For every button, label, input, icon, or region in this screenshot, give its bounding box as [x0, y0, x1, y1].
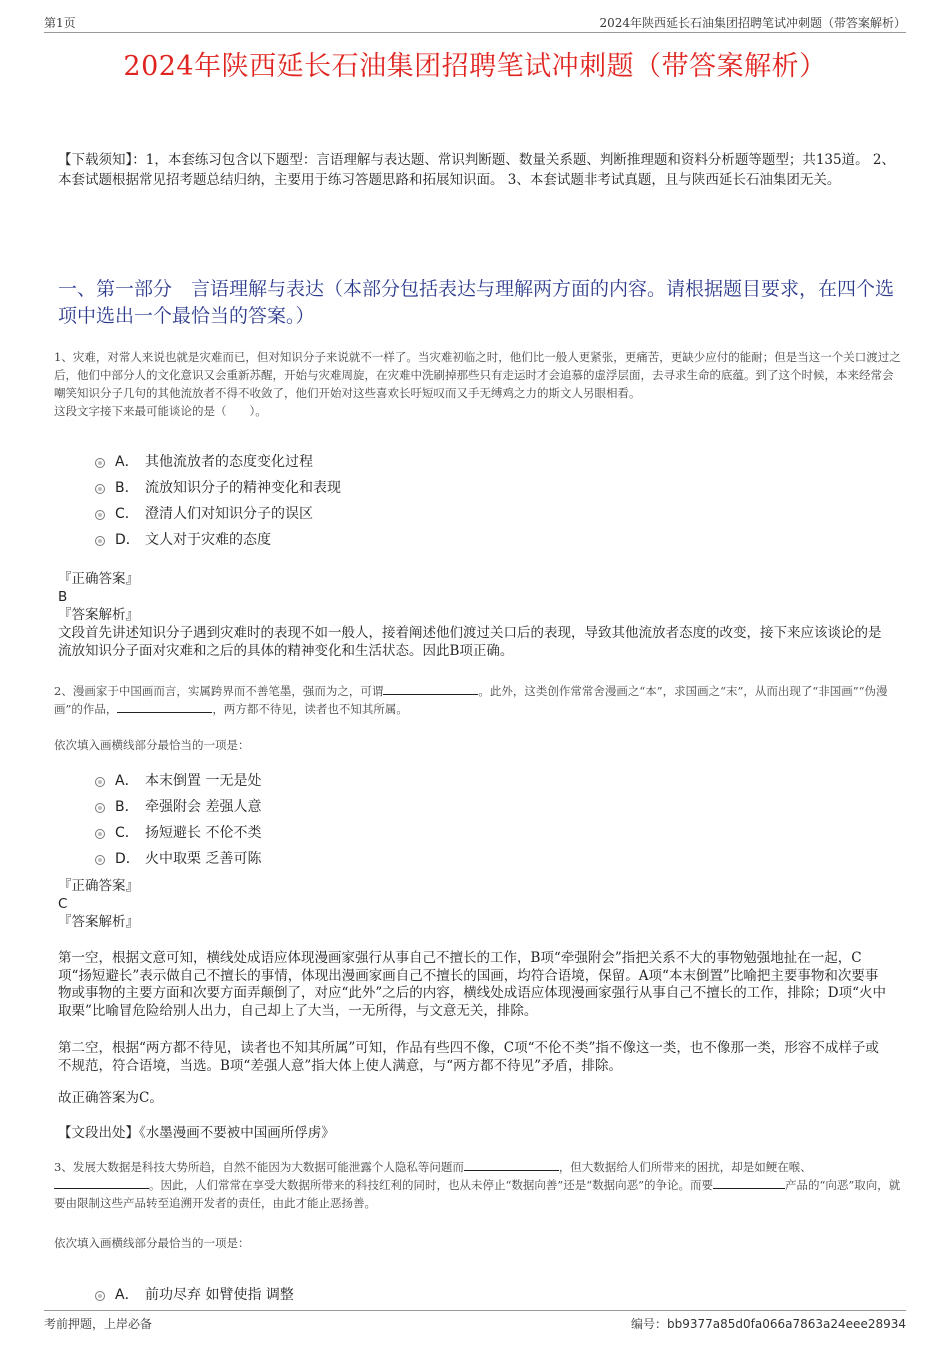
analysis-label: 『答案解析』	[58, 607, 139, 623]
radio-icon[interactable]	[95, 855, 105, 865]
option-letter: A．	[115, 454, 139, 470]
analysis-text: 文段首先讲述知识分子遇到灾难时的表现不如一般人，接着阐述他们渡过关口后的表现，导致其他流放者态度的改变，接下来应该谈论的是流放知识分子面对灾难和之后的具体的精神变化和生活状态。因此B项正确。	[58, 625, 882, 659]
blank-line	[117, 700, 212, 713]
option-text: 流放知识分子的精神变化和表现	[145, 480, 341, 496]
code-value: bb9377a85d0fa066a7863a24eee28934	[667, 1317, 906, 1331]
option-text: 牵强附会 差强人意	[145, 799, 262, 815]
option-text: 火中取栗 乏善可陈	[145, 851, 262, 867]
question-3-passage-a: 3、发展大数据是科技大势所趋，自然不能因为大数据可能泄露个人隐私等问题而	[54, 1160, 464, 1174]
option-letter: B．	[115, 480, 139, 496]
correct-answer: B	[58, 589, 68, 605]
section-title: 一、第一部分 言语理解与表达（本部分包括表达与理解两方面的内容。请根据题目要求，在四个选项中选出一个最恰当的答案。）	[58, 278, 895, 327]
q1-option-c[interactable]	[95, 503, 595, 529]
answer-label: 『正确答案』	[58, 571, 139, 587]
analysis-conclusion: 故正确答案为C。	[58, 1090, 163, 1106]
radio-icon[interactable]	[95, 1291, 105, 1301]
question-3-text	[54, 1158, 904, 1212]
radio-icon[interactable]	[95, 536, 105, 546]
option-letter: A．	[115, 773, 139, 789]
download-notice: 【下载须知】：1，本套练习包含以下题型：言语理解与表达题、常识判断题、数量关系题、判断推理题和资料分析题等题型；共135道。 2、本套试题根据常见招考题总结归纳，主要用于练习答题思路和拓展知识面。 3、本套试题非考试真题，且与陕西延长石油集团无关。	[58, 152, 895, 188]
question-3-options	[95, 1284, 595, 1310]
analysis-paragraph-2: 第二空，根据“两方都不待见，读者也不知其所属”可知，作品有些四不像，C项“不伦不类”指不像这一类，也不像那一类，形容不成样子或不规范，符合语境，当选。B项“差强人意”指大体上使人满意，与“两方都不待见”矛盾，排除。	[58, 1040, 879, 1074]
question-1-prompt: 这段文字接下来最可能谈论的是（ ）。	[54, 404, 267, 418]
radio-icon[interactable]	[95, 803, 105, 813]
question-2-prompt: 依次填入画横线部分最恰当的一项是：	[54, 738, 250, 752]
question-1-passage: 1、灾难，对常人来说也就是灾难而已，但对知识分子来说就不一样了。当灾难初临之时，他们比一般人更紧张，更痛苦，更缺少应付的能耐；但是当这一个关口渡过之后，他们中部分人的文化意识又会重新苏醒，开始与灾难周旋，在灾难中洗刷掉那些只有走运时才会追慕的虚浮层面，去寻求生命的底蕴。到了这个时候，本来经常会嘲笑知识分子几句的其他流放者不得不收敛了，他们开始对这些喜欢长吁短叹而又手无缚鸡之力的斯文人另眼相看。	[54, 350, 901, 400]
q2-option-a[interactable]	[95, 770, 595, 796]
q1-option-a[interactable]	[95, 451, 595, 477]
option-letter: D．	[115, 851, 140, 867]
question-1-options	[95, 451, 595, 555]
blank-line	[464, 1158, 559, 1171]
blank-line	[54, 1176, 149, 1189]
option-letter: B．	[115, 799, 139, 815]
option-text: 扬短避长 不伦不类	[145, 825, 262, 841]
question-1-text	[54, 348, 904, 420]
page-header	[44, 14, 906, 33]
page-number: 第1页	[44, 16, 76, 30]
question-1-answer	[58, 570, 888, 660]
option-letter: C．	[115, 825, 139, 841]
radio-icon[interactable]	[95, 484, 105, 494]
question-3-passage-d: 产品的“向恶”取向，就要由限制这些产品转至追溯开发者的责任，由此才能止恶扬善。	[54, 1178, 901, 1210]
footer-slogan: 考前押题，上岸必备	[44, 1317, 153, 1331]
option-text: 文人对于灾难的态度	[145, 532, 271, 548]
radio-icon[interactable]	[95, 458, 105, 468]
question-3-prompt: 依次填入画横线部分最恰当的一项是：	[54, 1236, 250, 1250]
question-3-passage-b: ，但大数据给人们所带来的困扰，却是如鲠在喉、	[558, 1160, 812, 1174]
footer-code	[631, 1315, 906, 1332]
passage-source: 【文段出处】《水墨漫画不要被中国画所俘虏》	[58, 1125, 335, 1141]
option-text: 澄清人们对知识分子的误区	[145, 506, 313, 522]
question-2-options	[95, 770, 595, 874]
correct-answer: C	[58, 896, 68, 912]
radio-icon[interactable]	[95, 829, 105, 839]
page-footer	[44, 1310, 906, 1333]
question-2-passage-b: 。此外，这类创作常常舍漫画之“本”，求国画之“末”，从而出现了“非国画”“伪漫画”的作品，	[54, 684, 888, 716]
header-doc-title: 2024年陕西延长石油集团招聘笔试冲刺题（带答案解析）	[599, 16, 906, 30]
option-letter: A．	[115, 1287, 139, 1303]
q2-option-b[interactable]	[95, 796, 595, 822]
option-letter: C．	[115, 506, 139, 522]
q2-option-c[interactable]	[95, 822, 595, 848]
question-3-passage-c: 。因此，人们常常在享受大数据所带来的科技红利的同时，也从未停止“数据向善”还是“数据向恶”的争论。而要	[149, 1178, 714, 1192]
radio-icon[interactable]	[95, 510, 105, 520]
q2-option-d[interactable]	[95, 848, 595, 874]
question-2-answer	[58, 877, 888, 931]
question-2-passage-a: 2、漫画家于中国画而言，实属跨界而不善笔墨，强而为之，可谓	[54, 684, 384, 698]
question-2-passage-c: ，两方都不待见，读者也不知其所属。	[212, 702, 408, 716]
option-text: 其他流放者的态度变化过程	[145, 454, 313, 470]
blank-line	[713, 1176, 785, 1189]
answer-label: 『正确答案』	[58, 878, 139, 894]
radio-icon[interactable]	[95, 777, 105, 787]
q1-option-b[interactable]	[95, 477, 595, 503]
option-text: 前功尽弃 如臂使指 调整	[145, 1287, 294, 1303]
analysis-paragraph-1: 第一空，根据文意可知，横线处成语应体现漫画家强行从事自己不擅长的工作，B项“牵强附会”指把关系不大的事物勉强地扯在一起，C项“扬短避长”表示做自己不擅长的事情，体现出漫画家画自己不擅长的国画，均符合语境，保留。A项“本末倒置”比喻把主要事物和次要事物或事物的主要方面和次要方面弄颠倒了，对应“此外”之后的内容，横线处成语应体现漫画家强行从事自己不擅长的工作，排除；D项“火中取栗”比喻冒危险给别人出力，自己却上了大当，一无所得，与文意无关，排除。	[58, 950, 887, 1019]
q3-option-a[interactable]	[95, 1284, 595, 1310]
code-label: 编号：	[631, 1317, 668, 1331]
blank-line	[383, 682, 478, 695]
analysis-label: 『答案解析』	[58, 914, 139, 930]
option-letter: D．	[115, 532, 140, 548]
question-2-text	[54, 682, 904, 718]
document-title: 2024年陕西延长石油集团招聘笔试冲刺题（带答案解析）	[123, 51, 827, 82]
q1-option-d[interactable]	[95, 529, 595, 555]
option-text: 本末倒置 一无是处	[145, 773, 262, 789]
